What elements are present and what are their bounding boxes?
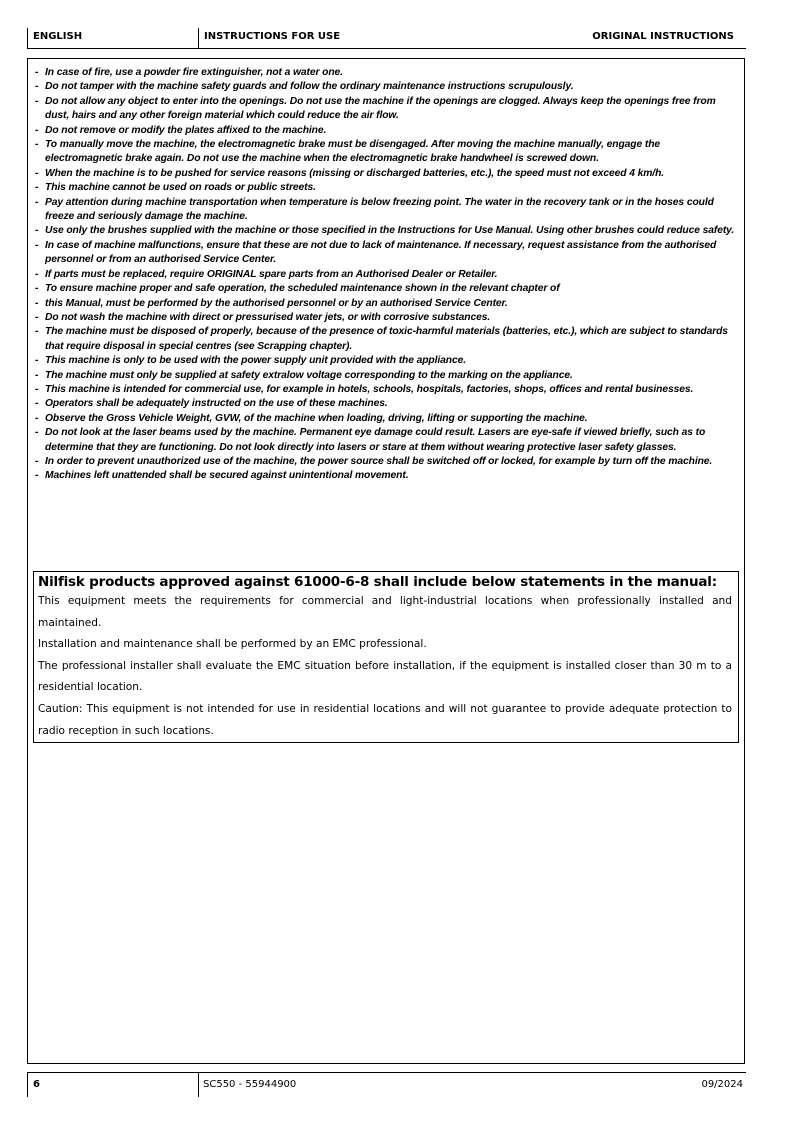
- page-number: 6: [33, 1079, 40, 1090]
- list-item: - To ensure machine proper and safe operation, the scheduled maintenance shown in the relevant chapter of: [35, 283, 560, 295]
- list-item: - Machines left unattended shall be secured against unintentional movement.: [35, 470, 409, 482]
- list-item: - In order to prevent unauthorized use of the machine, the power source shall be switched off or locked, for example by turn off the machine.: [35, 455, 713, 467]
- list-item: - The machine must only be supplied at safety extralow voltage corresponding to the marking on the appliance.: [35, 369, 573, 381]
- header-language: ENGLISH: [33, 31, 83, 42]
- list-item: - Do not remove or modify the plates affixed to the machine.: [35, 124, 327, 136]
- list-item: - This machine cannot be used on roads or public streets.: [35, 182, 316, 194]
- list-item: - This machine is intended for commercial use, for example in hotels, schools, hospitals, factories, shops, offices and rental businesses.: [35, 383, 694, 395]
- list-item: - When the machine is to be pushed for service reasons (missing or discharged batteries, etc.), the speed must not exceed 4 km/h.: [35, 167, 665, 179]
- list-item: - This machine is only to be used with the power supply unit provided with the appliance.: [35, 355, 466, 367]
- list-item: - Do not allow any object to enter into the openings. Do not use the machine if the openings are clogged. Always keep the openings free from dust, hairs and any other foreign material which could reduce the air flow.: [35, 95, 716, 122]
- header-original-instructions: ORIGINAL INSTRUCTIONS: [592, 31, 734, 42]
- list-item: - In case of fire, use a powder fire extinguisher, not a water one.: [35, 67, 343, 78]
- list-item: - Do not tamper with the machine safety guards and follow the ordinary maintenance instructions scrupulously.: [35, 81, 574, 93]
- list-item: - Do not wash the machine with direct or pressurised water jets, or with corrosive substances.: [35, 311, 491, 323]
- emc-title: Nilfisk products approved against 61000-6-8 shall include below statements in the manual:: [38, 574, 717, 590]
- emc-paragraph: Caution: This equipment is not intended for use in residential locations and will not guarantee to provide adequate protection to radio reception in such locations.: [38, 702, 732, 737]
- header-divider: [198, 28, 199, 48]
- list-item: - In case of machine malfunctions, ensure that these are not due to lack of maintenance. If necessary, request assistance from the authorised personnel or from an authorised Service Center.: [35, 239, 717, 266]
- emc-paragraph: Installation and maintenance shall be performed by an EMC professional.: [38, 638, 427, 651]
- list-item: - Pay attention during machine transportation when temperature is below freezing point. The water in the recovery tank or in the hoses could freeze and seriously damage the machine.: [35, 196, 714, 223]
- list-item: - Observe the Gross Vehicle Weight, GVW, of the machine when loading, driving, lifting or supporting the machine.: [35, 412, 588, 424]
- page-header: [27, 28, 746, 49]
- list-item: - Use only the brushes supplied with the machine or those specified in the Instructions for Use Manual. Using other brushes could reduce safety.: [35, 225, 735, 237]
- list-item: - To manually move the machine, the electromagnetic brake must be disengaged. After moving the machine manually, engage the electromagnetic brake again. Do not use the machine when the electromagnetic brake handwheel is screwed down.: [35, 139, 661, 165]
- document-code: SC550 - 55944900: [203, 1079, 297, 1090]
- safety-rules-list: [35, 66, 735, 484]
- page-footer: [27, 1072, 746, 1097]
- list-item: - Operators shall be adequately instructed on the use of these machines.: [35, 398, 388, 410]
- document-date: 09/2024: [701, 1079, 743, 1090]
- list-item: - Do not look at the laser beams used by the machine. Permanent eye damage could result. Lasers are eye-safe if viewed briefly, such as to determine that they are functioning. Do not look directly into lasers or stare at them without wearing protective laser safety glasses.: [35, 427, 706, 453]
- list-item: - The machine must be disposed of properly, because of the presence of toxic-harmful materials (batteries, etc.), which are subject to standards that require disposal in special centres (see Scrapping chapter).: [35, 326, 728, 352]
- footer-divider: [198, 1073, 199, 1097]
- list-item: - this Manual, must be performed by the authorised personnel or by an authorised Service Center.: [35, 297, 508, 309]
- emc-paragraph: The professional installer shall evaluate the EMC situation before installation, if the equipment is installed closer than 30 m to a residential location.: [38, 659, 732, 694]
- emc-paragraph: This equipment meets the requirements for commercial and light-industrial locations when professionally installed and maintained.: [38, 595, 732, 629]
- header-title: INSTRUCTIONS FOR USE: [204, 31, 341, 42]
- list-item: - If parts must be replaced, require ORIGINAL spare parts from an Authorised Dealer or Retailer.: [35, 268, 498, 280]
- emc-statement-box: [33, 571, 739, 743]
